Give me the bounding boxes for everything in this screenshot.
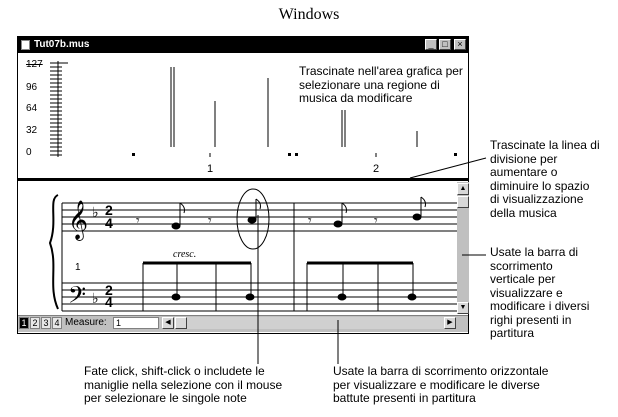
dynamic-marking[interactable]: cresc.: [173, 249, 197, 260]
hscroll-annotation: Usate la barra di scorrimento orizzontale per visualizzare e modificare le diverse battute presenti in partitura: [333, 364, 549, 405]
graph-measure-number-2: 2: [373, 163, 380, 175]
window-title: Tut07b.mus: [34, 39, 90, 50]
y-label-32: 32: [26, 125, 38, 136]
vscroll-annotation: Usate la barra di scorrimento verticale per visualizzare e modificare i diversi righi presenti in partitura: [490, 245, 590, 340]
svg-text:𝄾: 𝄾: [208, 212, 212, 228]
measure-label: Measure:: [65, 317, 107, 328]
svg-text:𝄢: 𝄢: [68, 281, 87, 314]
measure-input[interactable]: 1: [113, 317, 159, 329]
y-label-64: 64: [26, 103, 38, 114]
click-annotation: Fate click, shift-click o includete le maniglie nella selezione con il mouse per selezionare le singole note: [84, 364, 283, 405]
score-measure-number: 1: [75, 262, 81, 273]
y-label-96: 96: [26, 82, 38, 93]
maximize-button[interactable]: □: [439, 39, 451, 50]
svg-text:♭: ♭: [92, 204, 99, 220]
scroll-left-arrow-icon[interactable]: ◀: [162, 317, 174, 329]
scroll-up-arrow-icon[interactable]: ▲: [457, 183, 469, 195]
staff-button-2[interactable]: 2: [30, 317, 40, 329]
graph-measure-number-1: 1: [207, 163, 214, 175]
bass-time-top: 2: [105, 282, 113, 298]
page-heading: Windows: [278, 6, 340, 23]
close-button[interactable]: ×: [454, 39, 466, 50]
scroll-right-arrow-icon[interactable]: ▶: [444, 317, 456, 329]
svg-text:𝄾: 𝄾: [308, 212, 312, 228]
minimize-button[interactable]: _: [425, 39, 437, 50]
staff-button-4[interactable]: 4: [52, 317, 62, 329]
y-label-127: 127: [26, 59, 43, 70]
treble-time-top: 2: [105, 202, 113, 218]
graph-drag-annotation: Trascinate nell'area grafica per selezionare una regione di musica da modificare: [299, 64, 463, 105]
staff-button-1[interactable]: 1: [19, 317, 29, 329]
treble-time-bottom: 4: [105, 215, 113, 231]
svg-text:𝄾: 𝄾: [136, 212, 140, 228]
bass-time-bottom: 4: [105, 294, 113, 310]
svg-text:𝄞: 𝄞: [68, 200, 89, 240]
scroll-down-arrow-icon[interactable]: ▼: [457, 302, 469, 314]
staff-button-3[interactable]: 3: [41, 317, 51, 329]
svg-text:♭: ♭: [92, 290, 99, 306]
y-label-0: 0: [26, 147, 32, 158]
svg-text:𝄾: 𝄾: [374, 212, 378, 228]
divider-annotation: Trascinate la linea di divisione per aumentare o diminuire lo spazio di visualizzazione della musica: [490, 138, 600, 220]
